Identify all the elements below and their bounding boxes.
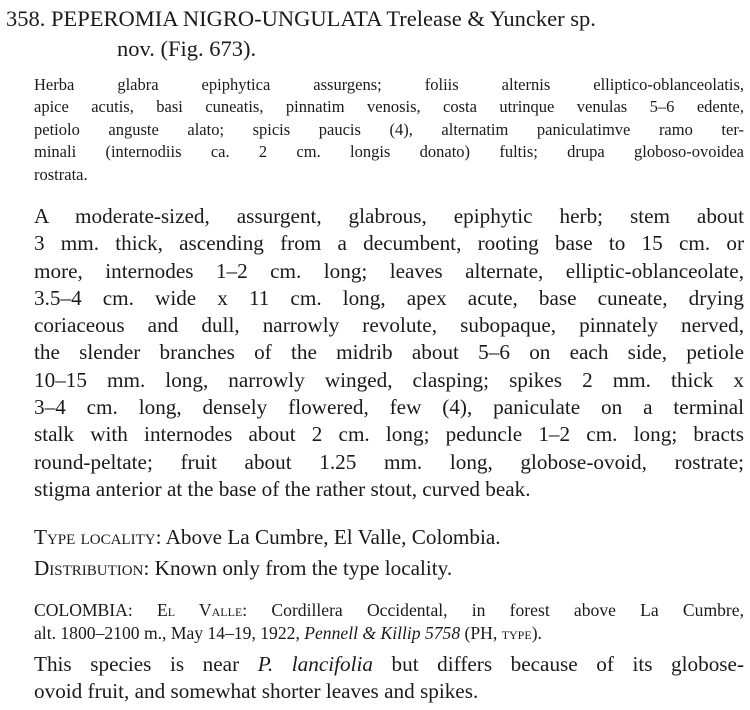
note-line-2: ovoid fruit, and somewhat shorter leaves and spikes.	[34, 679, 479, 704]
distribution	[34, 555, 744, 582]
specimen-herbarium: (PH,	[460, 623, 502, 643]
comparison-note	[34, 651, 744, 706]
specimen-citation	[34, 599, 744, 645]
species-name: PEPEROMIA NIGRO-UNGULATA	[51, 6, 382, 31]
type-locality	[34, 524, 744, 551]
description-line: coriaceous and dull, narrowly revolute, subopaque, pinnately nerved,	[34, 313, 744, 338]
latin-line: minali (internodiis ca. 2 cm. longis donato) fultis; drupa globoso-ovoidea	[34, 142, 744, 162]
specimen-separator: :	[127, 600, 157, 620]
specimen-altitude-date: alt. 1800–2100 m., May 14–19, 1922,	[34, 623, 305, 643]
compared-taxon: P. lancifolia	[257, 652, 373, 676]
type-locality-text: : Above La Cumbre, El Valle, Colombia.	[155, 525, 501, 549]
specimen-line-2	[34, 622, 744, 645]
type-locality-label: Type locality	[34, 525, 156, 549]
description-line: 10–15 mm. long, narrowly winged, clasping; spikes 2 mm. thick x	[34, 367, 744, 392]
specimen-line-1	[34, 599, 744, 622]
latin-diagnosis	[34, 74, 744, 186]
species-authors: Trelease & Yuncker sp.	[386, 6, 596, 31]
specimen-collectors: Pennell & Killip 5758	[304, 623, 461, 643]
description-line: the slender branches of the midrib about 5–6 on each side, petiole	[34, 340, 744, 365]
specimen-country: COLOMBIA	[34, 600, 128, 620]
specimen-region: El Valle	[156, 600, 243, 620]
specimen-close: ).	[531, 623, 542, 643]
english-description	[34, 203, 744, 503]
note-line-1	[34, 651, 744, 678]
distribution-label: Distribution	[34, 556, 144, 580]
description-line: 3–4 cm. long, densely flowered, few (4), paniculate on a terminal	[34, 395, 744, 420]
description-line: round-peltate; fruit about 1.25 mm. long, globose-ovoid, rostrate;	[34, 449, 744, 474]
description-line: more, internodes 1–2 cm. long; leaves alternate, elliptic-oblanceolate,	[34, 258, 744, 283]
description-line: 3.5–4 cm. wide x 11 cm. long, apex acute, base cuneate, drying	[34, 285, 744, 310]
specimen-separator: :	[242, 600, 272, 620]
latin-line: apice acutis, basi cuneatis, pinnatim venosis, costa utrinque venulas 5–6 edente,	[34, 97, 744, 117]
description-line: A moderate-sized, assurgent, glabrous, epiphytic herb; stem about	[34, 204, 744, 228]
distribution-text: : Known only from the type locality.	[143, 556, 453, 580]
note-text: but differs because of its globose-	[372, 652, 744, 676]
latin-line: petiolo anguste alato; spicis paucis (4), alternatim paniculatimve ramo ter-	[34, 119, 744, 139]
description-line: stigma anterior at the base of the rather stout, curved beak.	[34, 476, 531, 501]
latin-line: Herba glabra epiphytica assurgens; foliis alternis elliptico-oblanceolatis,	[34, 75, 744, 94]
description-line: stalk with internodes about 2 cm. long; peduncle 1–2 cm. long; bracts	[34, 422, 744, 447]
specimen-type-label: type	[501, 623, 532, 643]
latin-line: rostrata.	[34, 164, 88, 184]
description-line: 3 mm. thick, ascending from a decumbent, rooting base to 15 cm. or	[34, 231, 744, 256]
heading-line-1	[6, 4, 744, 34]
species-heading	[6, 4, 744, 64]
note-text: This species is near	[34, 652, 258, 676]
specimen-locality: Cordillera Occidental, in forest above La Cumbre,	[271, 600, 744, 620]
heading-continuation: nov. (Fig. 673).	[117, 36, 257, 61]
species-number: 358.	[6, 6, 46, 31]
